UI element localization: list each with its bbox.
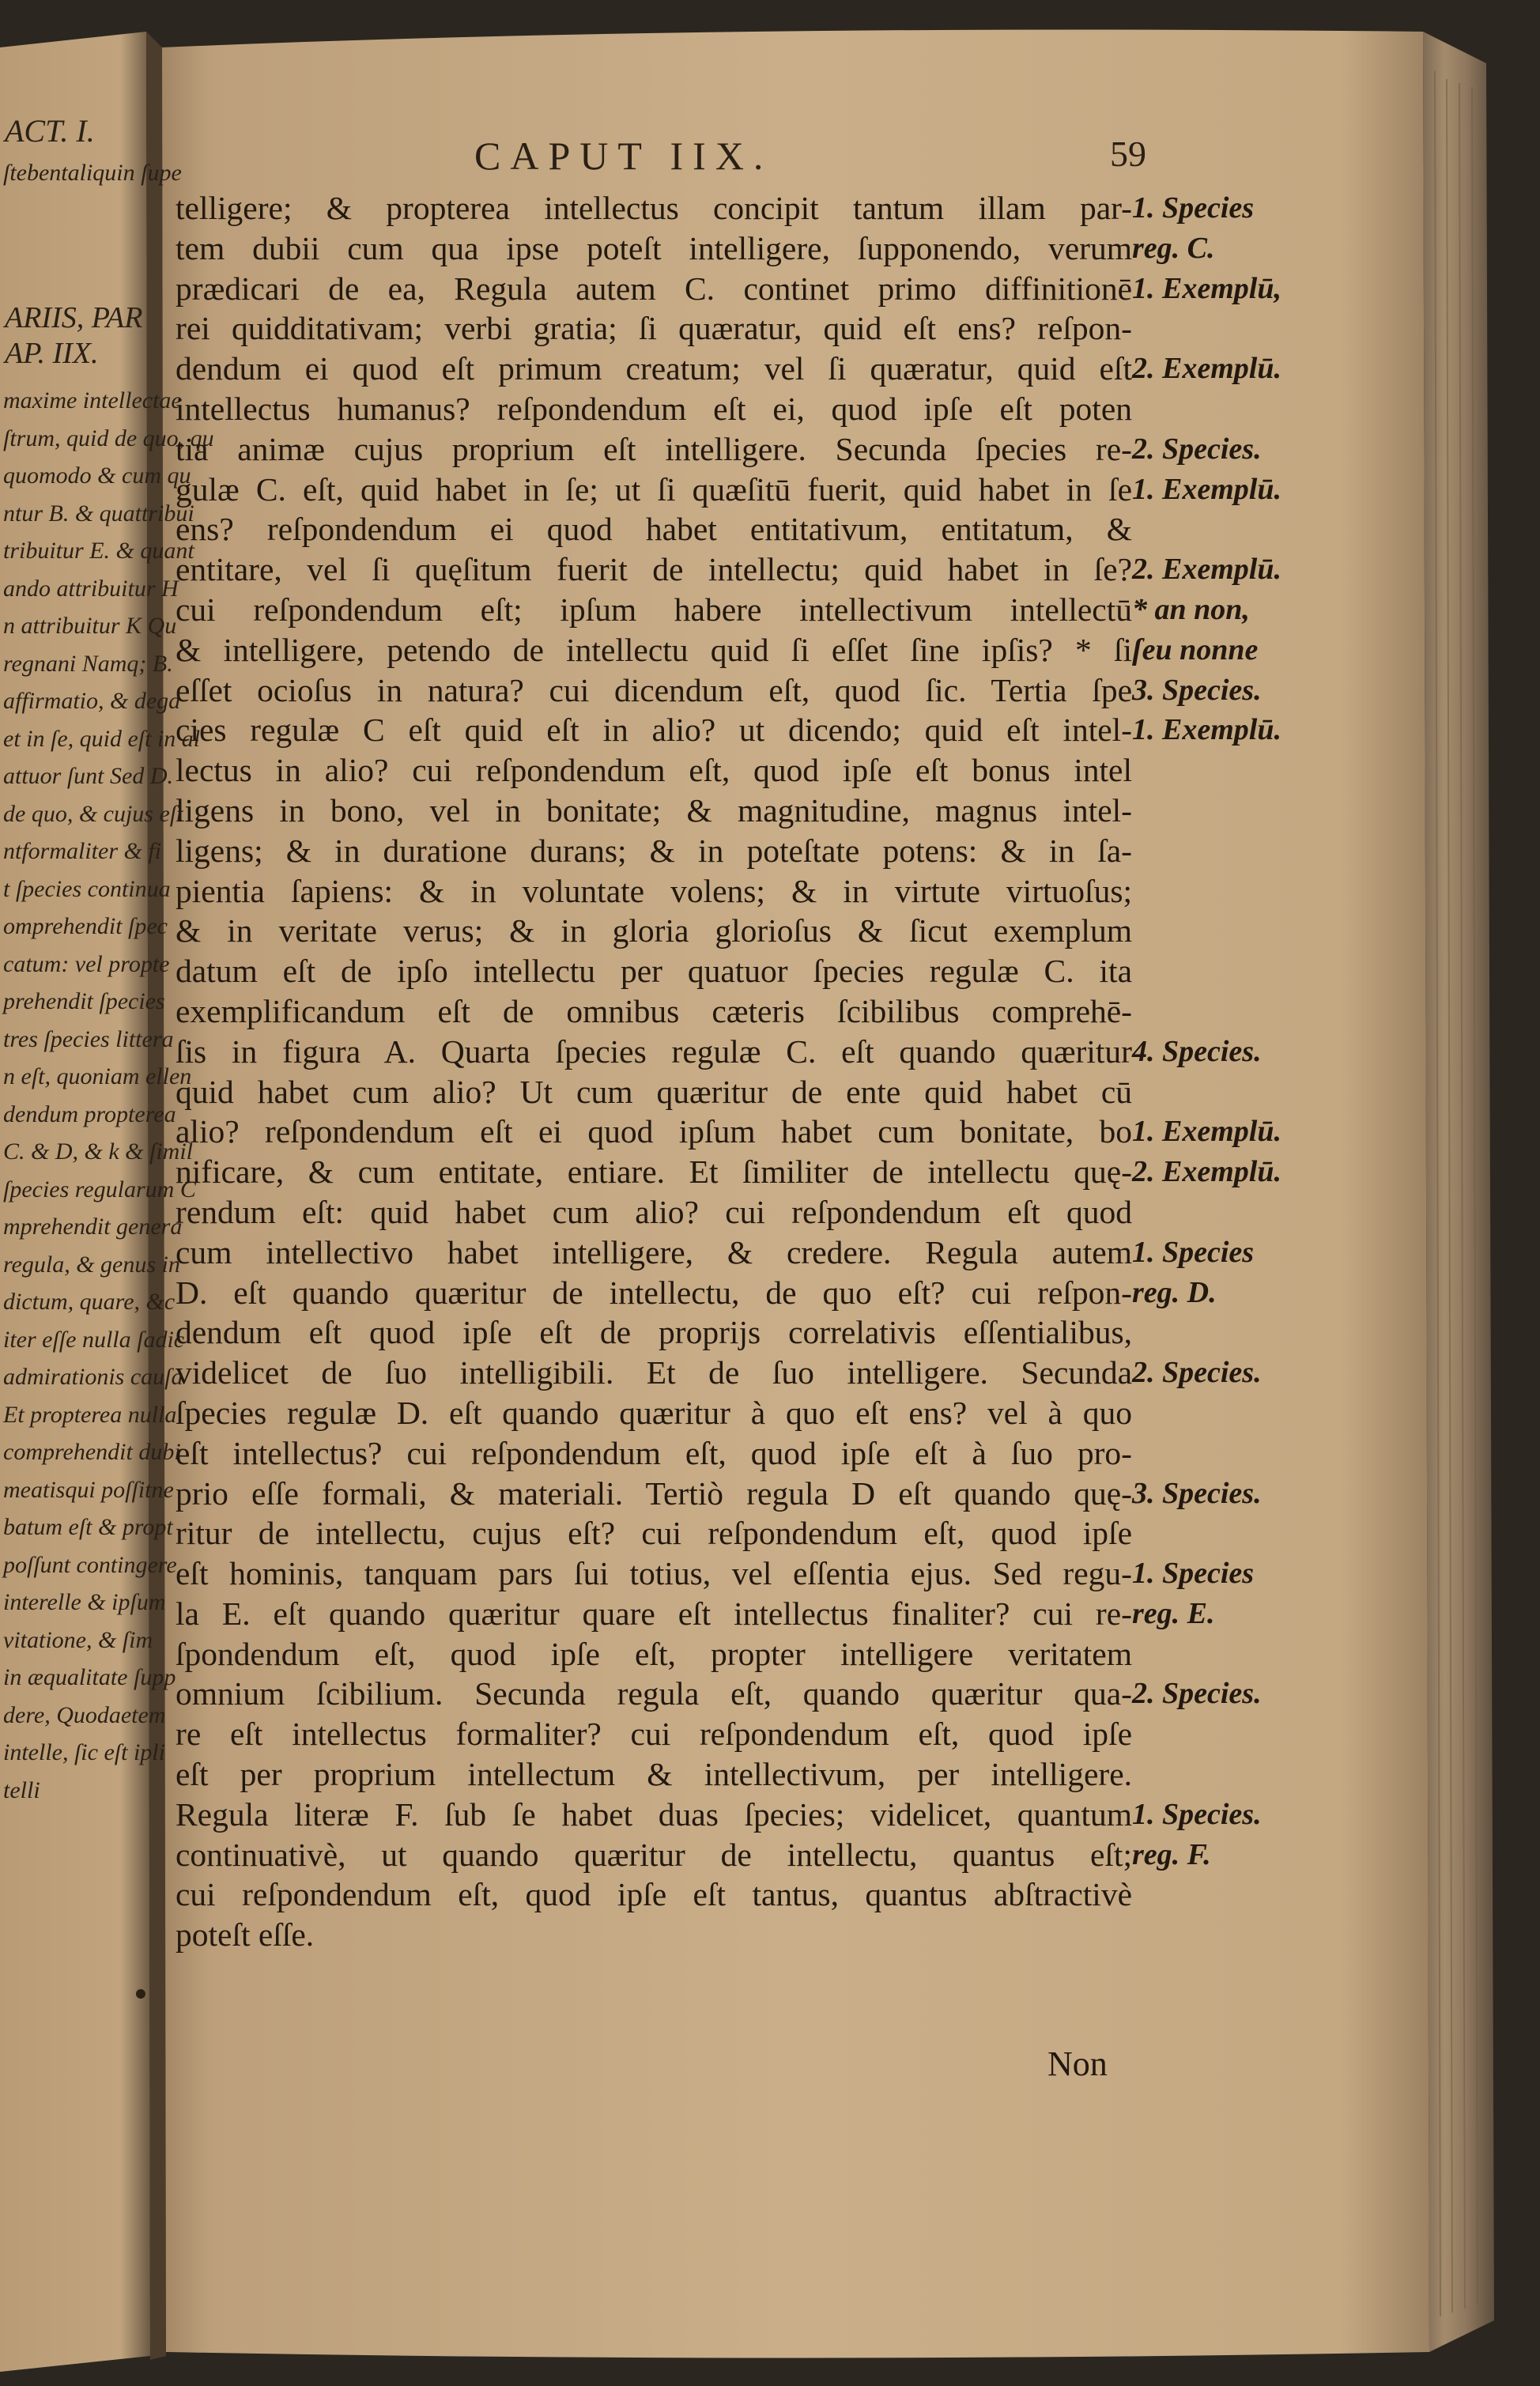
marginal-note: 1. Species <box>1132 1557 1255 1591</box>
previous-page-line: ſpecies regularum C <box>3 1176 196 1202</box>
previous-page-line: intelle, ſic eſt ipli <box>3 1739 165 1765</box>
previous-page-line: prehendit ſpecies <box>3 988 165 1014</box>
marginal-note: 2. Species. <box>1132 432 1262 466</box>
marginal-note: 1. Species <box>1132 191 1255 225</box>
text-line: telligere; & propterea intellectus concipit tantum illam par- <box>176 190 1132 226</box>
previous-page-line: poſſunt contingere <box>3 1551 177 1578</box>
previous-page-line: mprehendit genera <box>3 1214 183 1240</box>
marginal-note <box>1132 1874 1346 1915</box>
text-line: ens? reſpondendum ei quod habet entitativum, entitatum, & <box>176 511 1132 548</box>
previous-page-line: omprehendit ſpec <box>3 913 168 939</box>
marginal-note <box>1132 911 1346 951</box>
text-line: Regula literæ F. ſub ſe habet duas ſpecies; videlicet, quantum <box>176 1795 1132 1833</box>
marginal-note <box>1132 1915 1346 1955</box>
marginal-note <box>1132 1634 1346 1674</box>
previous-page-line: interelle & ipſum <box>3 1589 166 1615</box>
previous-page-head: ACT. I. <box>5 113 95 149</box>
previous-page-line: in æqualitate ſupp <box>3 1664 176 1690</box>
previous-page-line: C. & D, & k & ſimil <box>3 1138 193 1165</box>
text-line: cui reſpondendum eſt, quod ipſe eſt tantus, quantus abſtractivè <box>176 1876 1132 1913</box>
previous-page-line: telli <box>3 1776 40 1803</box>
text-line: ligens; & in duratione durans; & in poteſtate potens: & in ſa- <box>176 832 1132 869</box>
previous-page-line: ando attribuitur H <box>3 575 179 602</box>
previous-page-line: n attribuitur K Qu <box>3 613 177 639</box>
marginal-note <box>1132 951 1346 991</box>
marginal-note: 2. Exemplū. <box>1132 553 1281 587</box>
text-line: re eſt intellectus formaliter? cui reſpondendum eſt, quod ipſe <box>176 1716 1132 1753</box>
marginal-note <box>1132 1393 1346 1433</box>
marginal-note: 2. Species. <box>1132 1356 1262 1390</box>
previous-page-line: ſtrum, quid de quo, qu <box>3 425 214 451</box>
text-line: quid habet cum alio? Ut cum quæritur de ente quid habet cū <box>176 1073 1132 1110</box>
previous-page-line: maxime intellectae <box>3 387 182 413</box>
marginal-note: 1. Species <box>1132 1235 1255 1269</box>
text-line: nificare, & cum entitate, entiare. Et ſimiliter de intellectu quę- <box>176 1153 1132 1191</box>
text-line: alio? reſpondendum eſt ei quod ipſum habet cum bonitate, bo <box>176 1113 1132 1150</box>
marginal-note: 1. Exemplū. <box>1132 713 1281 747</box>
marginal-note <box>1132 791 1346 831</box>
previous-page-line: dendum propterea <box>3 1101 176 1127</box>
text-line: dendum ei quod eſt primum creatum; vel ſi quæratur, quid eſt <box>176 350 1132 387</box>
text-line: poteſt eſſe. <box>176 1916 315 1954</box>
marginal-note <box>1132 831 1346 871</box>
previous-page-line: ntur B. & quattribui <box>3 500 194 527</box>
previous-page-head: ARIIS, PAR <box>5 301 143 334</box>
marginal-note <box>1132 1192 1346 1233</box>
text-line: ritur de intellectu, cujus eſt? cui reſpondendum eſt, quod ipſe <box>176 1515 1132 1552</box>
marginal-note: 3. Species. <box>1132 673 1262 707</box>
previous-page-line: tribuitur E. & quant <box>3 538 194 564</box>
running-head <box>316 133 1146 188</box>
text-line: eſſet ocioſus in natura? cui dicendum eſt, quod ſic. Tertia ſpe <box>176 671 1132 708</box>
previous-page-line: regula, & genus in <box>3 1251 180 1278</box>
text-line: rei quidditativam; verbi gratia; ſi quæratur, quid eſt ens? reſpon- <box>176 310 1132 347</box>
text-line: datum eſt de ipſo intellectu per quatuor ſpecies regulæ C. ita <box>176 953 1132 990</box>
previous-page-line: tres ſpecies littera <box>3 1025 174 1052</box>
text-line: prædicari de ea, Regula autem C. continet primo diffinitionē <box>176 270 1132 307</box>
marginal-note <box>1132 1072 1346 1112</box>
catchword: Non <box>1047 2044 1108 2083</box>
marginal-note: 4. Species. <box>1132 1034 1262 1068</box>
previous-page-line: iter eſſe nulla ſadic <box>3 1326 185 1353</box>
previous-page-line: affirmatio, & dega <box>3 688 181 714</box>
text-line: videlicet de ſuo intelligibili. Et de ſuo intelligere. Secunda <box>176 1354 1132 1391</box>
body-text <box>176 188 1132 1955</box>
previous-page-line: comprehendit dubi <box>3 1439 181 1465</box>
text-line: ligens in bono, vel in bonitate; & magnitudine, magnus intel- <box>176 791 1132 829</box>
previous-page-head: AP. IIX. <box>5 337 99 370</box>
text-line: & intelligere, petendo de intellectu quid ſi eſſet ſine ipſis? * ſi <box>176 631 1132 668</box>
previous-page-line: vitatione, & ſim <box>3 1626 153 1653</box>
text-line: exemplificandum eſt de omnibus cæteris ſcibilibus comprehē- <box>176 992 1132 1029</box>
text-line: cum intellectivo habet intelligere, & credere. Regula autem <box>176 1233 1132 1270</box>
text-line: dendum eſt quod ipſe eſt de proprijs correlativis eſſentialibus, <box>176 1314 1132 1351</box>
previous-page-line: et in ſe, quid eſt in al <box>3 725 201 752</box>
text-line: & in veritate verus; & in gloria glorioſus & ſicut exemplum <box>176 912 1132 949</box>
marginal-note: reg. D. <box>1132 1275 1217 1309</box>
marginal-note <box>1132 1754 1346 1795</box>
marginal-note <box>1132 1312 1346 1353</box>
marginal-note: 1. Exemplū, <box>1132 271 1281 305</box>
text-line: D. eſt quando quæritur de intellectu, de quo eſt? cui reſpon- <box>176 1274 1132 1311</box>
marginal-note: 2. Exemplū. <box>1132 352 1281 386</box>
marginal-note <box>1132 389 1346 429</box>
text-line: pientia ſapiens: & in voluntate volens; & in virtute virtuoſus; <box>176 872 1132 909</box>
marginal-note: 2. Exemplū. <box>1132 1155 1281 1189</box>
previous-page-line: attuor ſunt Sed D. <box>3 763 173 789</box>
marginal-note: ſeu nonne <box>1132 632 1259 666</box>
previous-page-line: regnani Namq; B. <box>3 650 173 677</box>
marginal-note: reg. E. <box>1132 1596 1215 1630</box>
text-line: continuativè, ut quando quæritur de intellectu, quantus eſt; <box>176 1836 1132 1873</box>
previous-page-line: meatisqui poſſitne <box>3 1476 174 1503</box>
chapter-title: CAPUT IIX. <box>474 134 773 178</box>
marginal-notes <box>1132 188 1346 1955</box>
text-line: rendum eſt: quid habet cum alio? cui reſpondendum eſt quod <box>176 1193 1132 1230</box>
marginal-note: reg. C. <box>1132 231 1215 265</box>
text-line: ſis in figura A. Quarta ſpecies regulæ C. eſt quando quæritur <box>176 1033 1132 1070</box>
text-line: gulæ C. eſt, quid habet in ſe; ut ſi quæſitū fuerit, quid habet in ſe <box>176 470 1132 508</box>
text-line: eſt hominis, tanquam pars ſui totius, vel eſſentia ejus. Sed regu- <box>176 1555 1132 1592</box>
previous-page-line: catum: vel propte <box>3 950 170 977</box>
marginal-note: 2. Species. <box>1132 1677 1262 1711</box>
previous-page-line: de quo, & cujus eſt <box>3 800 183 827</box>
previous-page-line: quomodo & cum qu <box>3 462 191 489</box>
text-line: tem dubii cum qua ipse poteſt intelligere, ſupponendo, verum <box>176 229 1132 266</box>
marginal-note: * an non, <box>1132 592 1250 626</box>
text-line: prio eſſe formali, & materiali. Tertiò regula D eſt quando quę- <box>176 1474 1132 1512</box>
text-line: la E. eſt quando quæritur quare eſt intellectus finaliter? cui re- <box>176 1595 1132 1632</box>
previous-page-line: ſtebentaliquin ſupe <box>3 160 182 186</box>
marginal-note: 1. Exemplū. <box>1132 1115 1281 1149</box>
marginal-note <box>1132 1433 1346 1474</box>
marginal-note <box>1132 750 1346 791</box>
page-number: 59 <box>1110 134 1146 174</box>
marginal-note <box>1132 308 1346 349</box>
previous-page-line: batum eſt & propt <box>3 1514 173 1540</box>
previous-page-line: dictum, quare, &c <box>3 1289 176 1315</box>
previous-page-line: ntformaliter & fi <box>3 838 162 864</box>
previous-page-line: Et propterea nulla <box>3 1401 177 1428</box>
text-line: ſpondendum eſt, quod ipſe eſt, propter intelligere veritatem <box>176 1635 1132 1672</box>
marginal-note: 1. Species. <box>1132 1797 1262 1831</box>
text-line: eſt per proprium intellectum & intellectivum, per intelligere. <box>176 1756 1132 1793</box>
text-line: ſpecies regulæ D. eſt quando quæritur à quo eſt ens? vel à quo <box>176 1394 1132 1431</box>
marginal-note: 3. Species. <box>1132 1476 1262 1510</box>
marginal-note <box>1132 991 1346 1032</box>
text-line: omnium ſcibilium. Secunda regula eſt, quando quæritur qua- <box>176 1675 1132 1712</box>
previous-page-line: t ſpecies continua <box>3 875 171 902</box>
text-line: tia animæ cujus proprium eſt intelligere. Secunda ſpecies re- <box>176 430 1132 467</box>
marginal-note <box>1132 1513 1346 1554</box>
previous-page-line: admirationis cauſa <box>3 1364 183 1390</box>
text-line: eſt intellectus? cui reſpondendum eſt, quod ipſe eſt à ſuo pro- <box>176 1434 1132 1471</box>
page-block-edges <box>1423 32 1494 2352</box>
text-line: lectus in alio? cui reſpondendum eſt, quod ipſe eſt bonus intel <box>176 752 1132 789</box>
text-line: cies regulæ C eſt quid eſt in alio? ut dicendo; quid eſt intel- <box>176 712 1132 749</box>
marginal-note <box>1132 509 1346 549</box>
text-line: entitare, vel ſi quęſitum fuerit de intellectu; quid habet in ſe? <box>176 551 1132 588</box>
text-line: cui reſpondendum eſt; ipſum habere intellectivum intellectū <box>176 591 1132 628</box>
marginal-note <box>1132 871 1346 912</box>
previous-page-strip <box>0 103 214 2024</box>
marginal-note: 1. Exemplū. <box>1132 472 1281 506</box>
previous-page-line: n eſt, quoniam ellen <box>3 1063 192 1089</box>
text-line: intellectus humanus? reſpondendum eſt ei, quod ipſe eſt poten <box>176 390 1132 427</box>
marginal-note: reg. F. <box>1132 1837 1211 1871</box>
previous-page-line: dere, Quodaetem <box>3 1701 166 1728</box>
marginal-note <box>1132 1714 1346 1754</box>
